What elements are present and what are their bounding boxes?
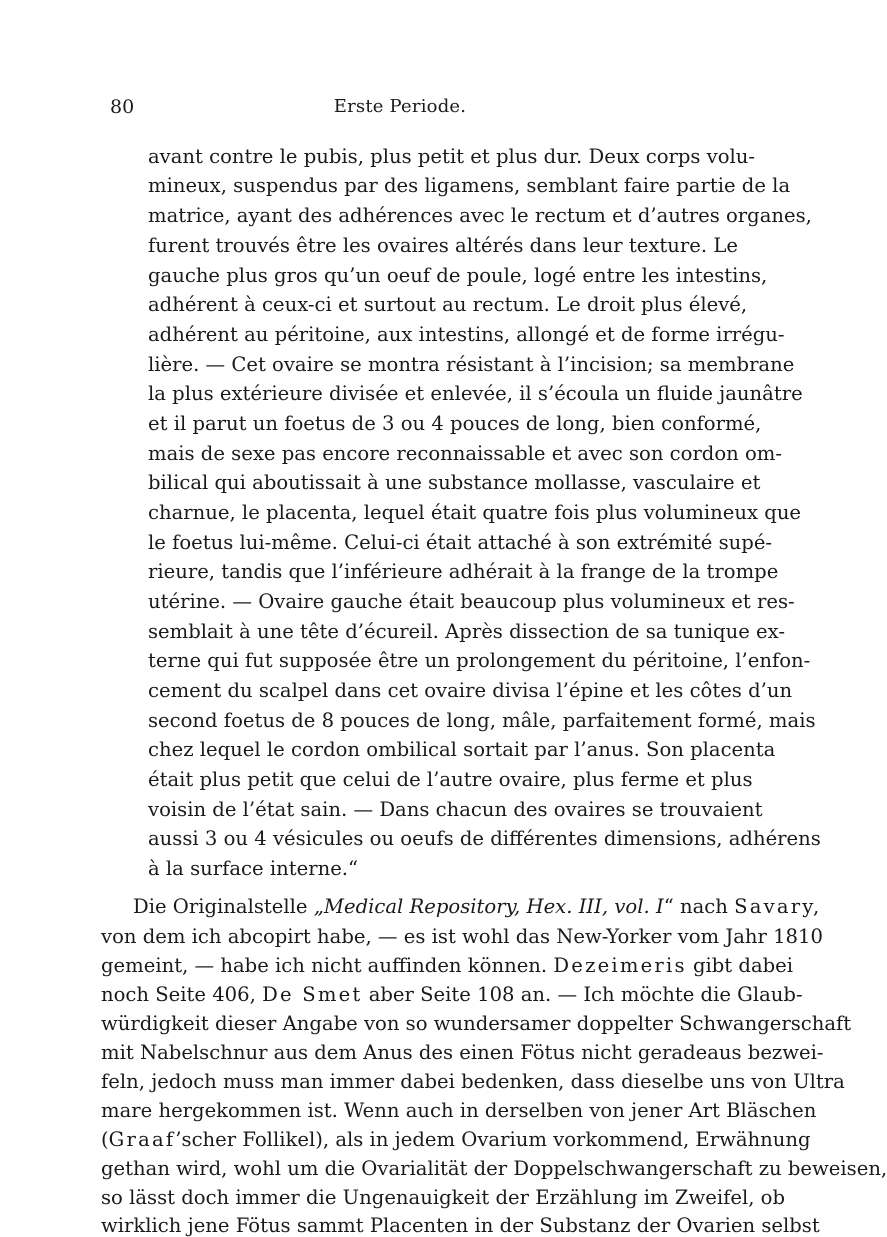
text-line: mit Nabelschnur aus dem Anus des einen Fötus nicht geradeaus bezwei-: [101, 1041, 824, 1064]
text-line: la plus extérieure divisée et enlevée, il s’écoula un fluide jaunâtre: [148, 382, 803, 405]
text-line: adhérent au péritoine, aux intestins, allongé et de forme irrégu-: [148, 323, 785, 346]
text-line: avant contre le pubis, plus petit et plus dur. Deux corps volu-: [148, 145, 756, 168]
line-text: aber Seite 108 an. — Ich möchte die Glaub-: [362, 983, 803, 1006]
line-text: ’scher Follikel), als in jedem Ovarium vorkommend, Erwähnung: [175, 1128, 811, 1151]
text-line: [101, 983, 803, 1006]
running-head: Erste Periode.: [333, 96, 467, 117]
text-line: mineux, suspendus par des ligamens, semblant faire partie de la: [148, 174, 791, 197]
line-text: noch Seite 406,: [101, 983, 263, 1006]
line-text: gemeint, — habe ich nicht auffinden können.: [101, 954, 554, 977]
author-name: Dezeimeris: [553, 954, 687, 977]
text-line: so lässt doch immer die Ungenauigkeit der Erzählung im Zweifel, ob: [101, 1186, 786, 1209]
line-text: Die Originalstelle: [133, 895, 314, 918]
text-line: [133, 895, 822, 918]
author-name: De Smet: [262, 983, 363, 1006]
text-line: utérine. — Ovaire gauche était beaucoup plus volumineux et res-: [148, 590, 795, 613]
text-line: cement du scalpel dans cet ovaire divisa l’épine et les côtes d’un: [148, 679, 793, 702]
text-line: lière. — Cet ovaire se montra résistant à l’incision; sa membrane: [148, 353, 795, 376]
author-name: Savary,: [734, 895, 822, 918]
text-line: second foetus de 8 pouces de long, mâle, parfaitement formé, mais: [148, 709, 816, 732]
text-line: voisin de l’état sain. — Dans chacun des ovaires se trouvaient: [148, 798, 763, 821]
author-name: Graaf: [108, 1128, 176, 1151]
text-line: wirklich jene Fötus sammt Placenten in der Substanz der Ovarien selbst: [101, 1214, 820, 1237]
text-line: matrice, ayant des adhérences avec le rectum et d’autres organes,: [148, 204, 812, 227]
text-line: [101, 1128, 811, 1151]
line-text: gibt dabei: [686, 954, 794, 977]
text-line: rieure, tandis que l’inférieure adhérait à la frange de la trompe: [148, 560, 779, 583]
text-line: gethan wird, wohl um die Ovarialität der Doppelschwangerschaft zu beweisen,: [101, 1157, 887, 1180]
text-line: würdigkeit dieser Angabe von so wundersamer doppelter Schwangerschaft: [101, 1012, 852, 1035]
text-line: terne qui fut supposée être un prolongement du péritoine, l’enfon-: [148, 649, 811, 672]
text-line: chez lequel le cordon ombilical sortait par l’anus. Son placenta: [148, 738, 776, 761]
text-line: feln, jedoch muss man immer dabei bedenken, dass dieselbe uns von Ultra: [101, 1070, 845, 1093]
text-line: bilical qui aboutissait à une substance mollasse, vasculaire et: [148, 471, 761, 494]
italic-citation: „Medical Repository, Hex. III, vol. I: [313, 895, 664, 918]
text-line: charnue, le placenta, lequel était quatre fois plus volumineux que: [148, 501, 802, 524]
text-line: adhérent à ceux-ci et surtout au rectum. Le droit plus élevé,: [148, 293, 748, 316]
text-line: [101, 954, 794, 977]
text-line: était plus petit que celui de l’autre ovaire, plus ferme et plus: [148, 768, 753, 791]
text-line: à la surface interne.“: [148, 857, 359, 880]
text-line: von dem ich abcopirt habe, — es ist wohl das New-Yorker vom Jahr 1810: [101, 925, 823, 948]
text-line: mare hergekommen ist. Wenn auch in derselben von jener Art Bläschen: [101, 1099, 817, 1122]
text-line: gauche plus gros qu’un oeuf de poule, logé entre les intestins,: [148, 264, 768, 287]
text-line: mais de sexe pas encore reconnaissable et avec son cordon om-: [148, 442, 782, 465]
page-header: [100, 96, 700, 122]
text-line: semblait à une tête d’écureil. Après dissection de sa tunique ex-: [148, 620, 785, 643]
text-line: le foetus lui-même. Celui-ci était attaché à son extrémité supé-: [148, 531, 773, 554]
page-number: 80: [110, 96, 135, 118]
text-line: furent trouvés être les ovaires altérés dans leur texture. Le: [148, 234, 738, 257]
line-text: (: [101, 1128, 109, 1151]
line-text: “ nach: [663, 895, 735, 918]
text-line: et il parut un foetus de 3 ou 4 pouces de long, bien conformé,: [148, 412, 762, 435]
text-line: aussi 3 ou 4 vésicules ou oeufs de différentes dimensions, adhérens: [148, 827, 821, 850]
